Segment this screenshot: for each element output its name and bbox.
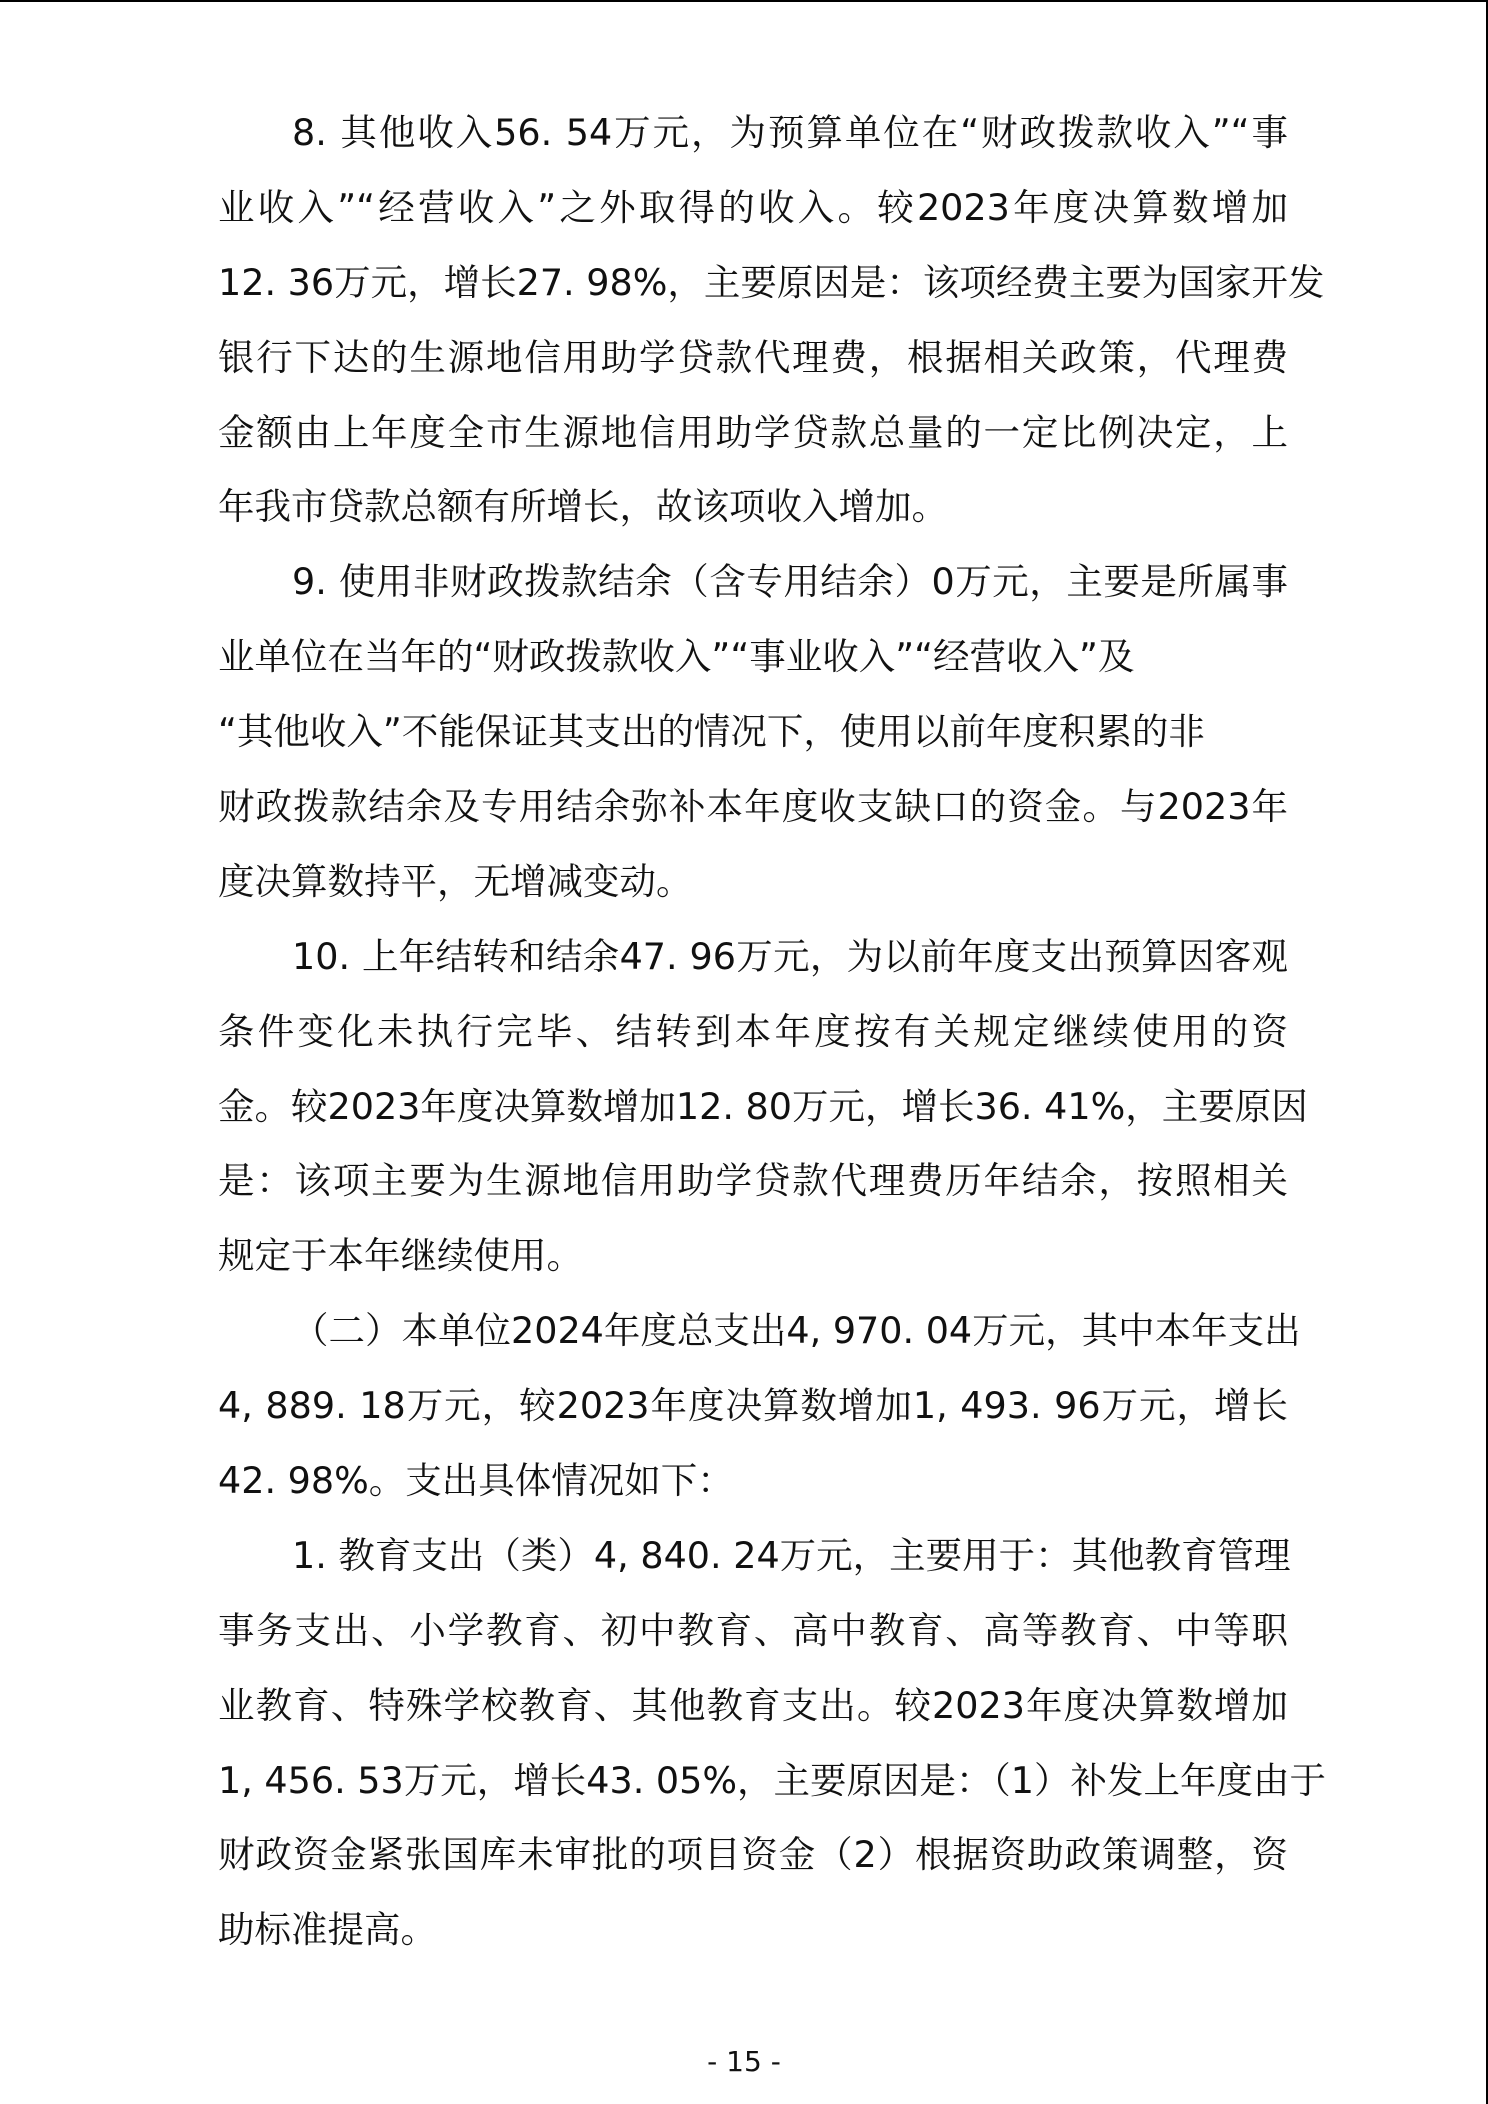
text-line: 10. 上年结转和结余47. 96万元，为以前年度支出预算因客观 xyxy=(292,934,1288,978)
text-line: 4, 889. 18万元，较2023年度决算数增加1, 493. 96万元，增长 xyxy=(218,1384,1288,1428)
text-line: 银行下达的生源地信用助学贷款代理费，根据相关政策，代理费 xyxy=(218,335,1288,379)
text-line: 1. 教育支出（类）4, 840. 24万元，主要用于：其他教育管理 xyxy=(292,1533,1291,1577)
paragraph-non-fiscal-balance xyxy=(218,545,1288,919)
page-number: - 15 - xyxy=(707,2045,781,2078)
text-line: 助标准提高。 xyxy=(218,1908,437,1952)
text-line: 业教育、特殊学校教育、其他教育支出。较2023年度决算数增加 xyxy=(218,1683,1288,1727)
text-line: 金。较2023年度决算数增加12. 80万元，增长36. 41%，主要原因 xyxy=(218,1084,1308,1128)
text-line: 条件变化未执行完毕、结转到本年度按有关规定继续使用的资 xyxy=(218,1009,1288,1053)
text-line: 业收入”“经营收入”之外取得的收入。较2023年度决算数增加 xyxy=(218,185,1288,229)
text-line: 规定于本年继续使用。 xyxy=(218,1234,583,1278)
text-line: 年我市贷款总额有所增长，故该项收入增加。 xyxy=(218,485,948,529)
text-line: 财政拨款结余及专用结余弥补本年度收支缺口的资金。与2023年 xyxy=(218,785,1288,829)
text-line: 度决算数持平，无增减变动。 xyxy=(218,859,693,903)
text-line: 1, 456. 53万元，增长43. 05%，主要原因是：（1）补发上年度由于 xyxy=(218,1758,1326,1802)
text-line: （二）本单位2024年度总支出4, 970. 04万元，其中本年支出 xyxy=(292,1309,1301,1353)
text-line: 9. 使用非财政拨款结余（含专用结余）0万元，主要是所属事 xyxy=(292,560,1288,604)
page-top-border xyxy=(0,0,1488,2)
text-line: 事务支出、小学教育、初中教育、高中教育、高等教育、中等职 xyxy=(218,1608,1288,1652)
text-line: 是：该项主要为生源地信用助学贷款代理费历年结余，按照相关 xyxy=(218,1159,1288,1203)
text-line: “其他收入”不能保证其支出的情况下，使用以前年度积累的非 xyxy=(218,710,1205,754)
paragraph-education-expenditure xyxy=(218,1519,1326,1968)
text-line: 42. 98%。支出具体情况如下： xyxy=(218,1459,734,1503)
paragraph-total-expenditure xyxy=(218,1294,1301,1519)
text-line: 财政资金紧张国库未审批的项目资金（2）根据资助政策调整，资 xyxy=(218,1833,1288,1877)
text-line: 12. 36万元，增长27. 98%，主要原因是：该项经费主要为国家开发 xyxy=(218,260,1325,304)
document-body xyxy=(218,96,1326,1968)
paragraph-other-income xyxy=(218,96,1325,545)
text-line: 业单位在当年的“财政拨款收入”“事业收入”“经营收入”及 xyxy=(218,635,1135,679)
text-line: 金额由上年度全市生源地信用助学贷款总量的一定比例决定，上 xyxy=(218,410,1288,454)
paragraph-carryover xyxy=(218,920,1308,1294)
text-line: 8. 其他收入56. 54万元，为预算单位在“财政拨款收入”“事 xyxy=(292,111,1288,154)
